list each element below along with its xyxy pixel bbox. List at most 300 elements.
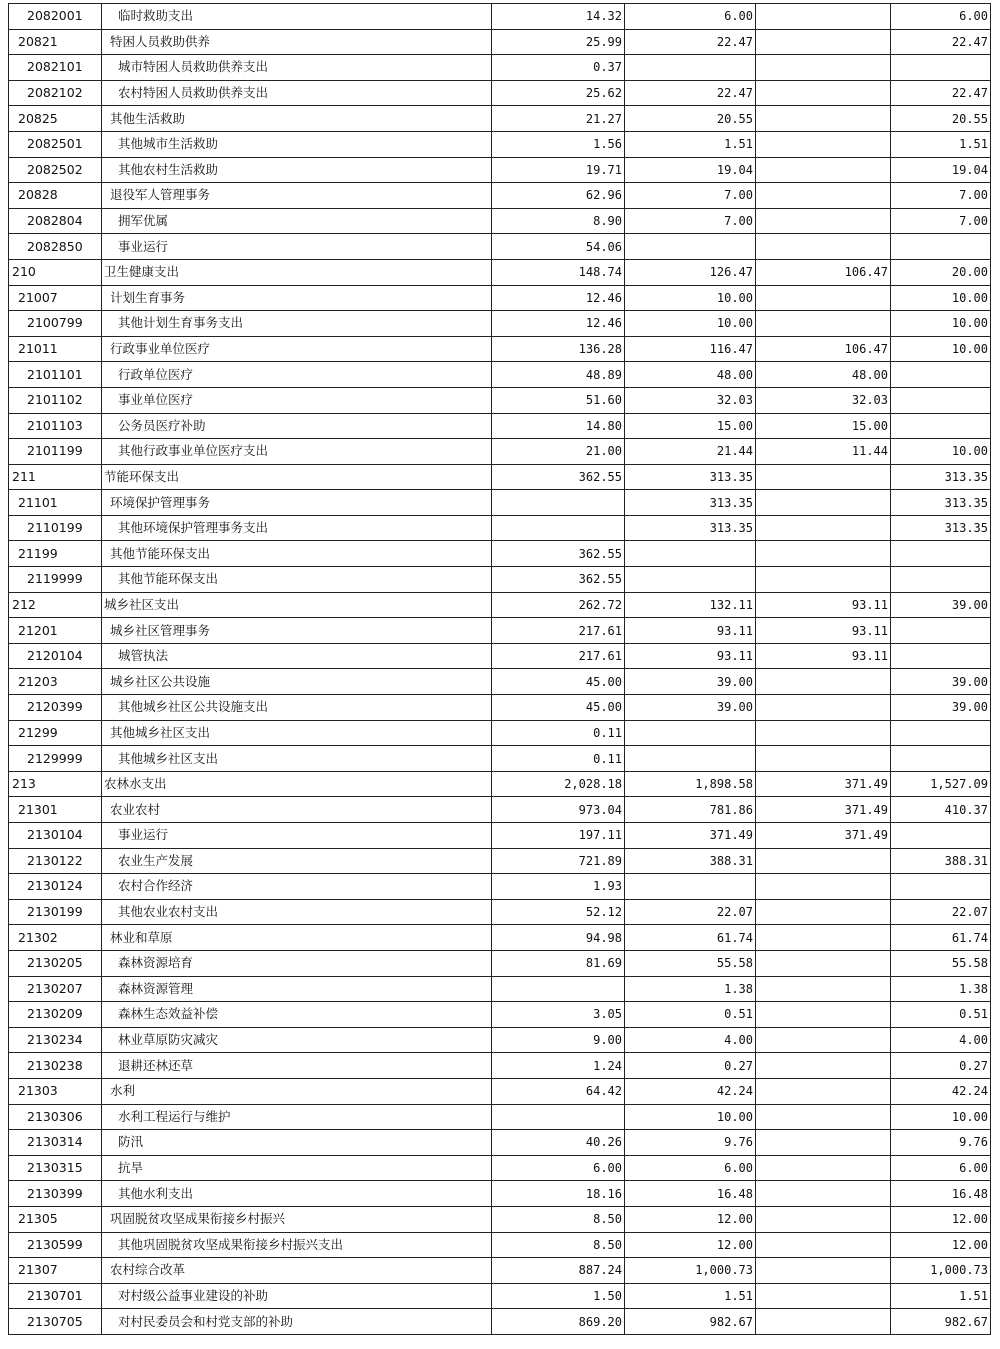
amount-col4-cell: 22.07 (891, 899, 991, 925)
amount-col3-cell (756, 1206, 891, 1232)
subject-code-cell: 2130207 (9, 976, 102, 1002)
amount-col4-cell: 7.00 (891, 183, 991, 209)
amount-col3-cell (756, 1258, 891, 1284)
amount-col4-cell: 12.00 (891, 1206, 991, 1232)
amount-col2-cell: 7.00 (625, 183, 756, 209)
amount-col4-cell: 22.47 (891, 29, 991, 55)
amount-col2-cell: 10.00 (625, 285, 756, 311)
subject-name-cell: 其他行政事业单位医疗支出 (102, 439, 492, 465)
amount-col3-cell (756, 29, 891, 55)
subject-code-cell: 21305 (9, 1206, 102, 1232)
amount-col2-cell: 55.58 (625, 950, 756, 976)
amount-col3-cell (756, 1130, 891, 1156)
subject-name-cell: 森林资源管理 (102, 976, 492, 1002)
subject-code-cell: 2130199 (9, 899, 102, 925)
amount-col4-cell: 39.00 (891, 592, 991, 618)
table-row (9, 874, 991, 900)
subject-code-cell: 2101101 (9, 362, 102, 388)
table-row (9, 4, 991, 30)
amount-col1-cell: 12.46 (492, 311, 625, 337)
amount-col4-cell: 55.58 (891, 950, 991, 976)
amount-col4-cell (891, 387, 991, 413)
subject-name-cell: 其他节能环保支出 (102, 541, 492, 567)
amount-col1-cell: 25.62 (492, 80, 625, 106)
amount-col2-cell: 313.35 (625, 464, 756, 490)
amount-col4-cell: 12.00 (891, 1232, 991, 1258)
amount-col3-cell (756, 567, 891, 593)
subject-code-cell: 213 (9, 771, 102, 797)
subject-code-cell: 2130234 (9, 1027, 102, 1053)
amount-col2-cell: 48.00 (625, 362, 756, 388)
subject-code-cell: 2130306 (9, 1104, 102, 1130)
subject-code-cell: 2110199 (9, 515, 102, 541)
table-row (9, 950, 991, 976)
amount-col1-cell: 262.72 (492, 592, 625, 618)
subject-code-cell: 2130209 (9, 1002, 102, 1028)
amount-col1-cell: 0.11 (492, 720, 625, 746)
amount-col2-cell: 10.00 (625, 1104, 756, 1130)
subject-name-cell: 林业草原防灾减灾 (102, 1027, 492, 1053)
subject-code-cell: 2101102 (9, 387, 102, 413)
subject-code-cell: 2130701 (9, 1283, 102, 1309)
amount-col4-cell: 10.00 (891, 285, 991, 311)
amount-col2-cell: 4.00 (625, 1027, 756, 1053)
table-row (9, 387, 991, 413)
subject-code-cell: 21299 (9, 720, 102, 746)
table-row (9, 311, 991, 337)
subject-name-cell: 水利工程运行与维护 (102, 1104, 492, 1130)
amount-col2-cell: 32.03 (625, 387, 756, 413)
subject-code-cell: 2129999 (9, 746, 102, 772)
subject-name-cell: 其他环境保护管理事务支出 (102, 515, 492, 541)
subject-code-cell: 2082804 (9, 208, 102, 234)
amount-col1-cell: 18.16 (492, 1181, 625, 1207)
amount-col3-cell (756, 976, 891, 1002)
amount-col4-cell: 982.67 (891, 1309, 991, 1335)
amount-col1-cell: 48.89 (492, 362, 625, 388)
table-row (9, 362, 991, 388)
amount-col1-cell: 45.00 (492, 669, 625, 695)
amount-col4-cell (891, 720, 991, 746)
subject-name-cell: 其他城市生活救助 (102, 131, 492, 157)
amount-col1-cell (492, 515, 625, 541)
subject-code-cell: 211 (9, 464, 102, 490)
subject-name-cell: 行政单位医疗 (102, 362, 492, 388)
amount-col2-cell: 22.47 (625, 29, 756, 55)
amount-col1-cell: 0.11 (492, 746, 625, 772)
amount-col2-cell: 20.55 (625, 106, 756, 132)
table-row (9, 413, 991, 439)
amount-col3-cell (756, 874, 891, 900)
table-row (9, 1104, 991, 1130)
amount-col4-cell: 1.38 (891, 976, 991, 1002)
subject-code-cell: 2100799 (9, 311, 102, 337)
amount-col3-cell (756, 183, 891, 209)
amount-col1-cell: 217.61 (492, 643, 625, 669)
amount-col3-cell (756, 208, 891, 234)
amount-col2-cell: 15.00 (625, 413, 756, 439)
amount-col3-cell (756, 1104, 891, 1130)
subject-name-cell: 公务员医疗补助 (102, 413, 492, 439)
amount-col3-cell (756, 1053, 891, 1079)
amount-col1-cell: 362.55 (492, 567, 625, 593)
subject-code-cell: 21307 (9, 1258, 102, 1284)
amount-col2-cell: 39.00 (625, 669, 756, 695)
amount-col4-cell: 313.35 (891, 464, 991, 490)
budget-expenditure-table (8, 3, 991, 1335)
amount-col4-cell: 10.00 (891, 1104, 991, 1130)
subject-name-cell: 其他农村生活救助 (102, 157, 492, 183)
amount-col2-cell (625, 746, 756, 772)
amount-col1-cell: 197.11 (492, 823, 625, 849)
subject-name-cell: 城市特困人员救助供养支出 (102, 55, 492, 81)
subject-name-cell: 特困人员救助供养 (102, 29, 492, 55)
amount-col4-cell: 19.04 (891, 157, 991, 183)
amount-col1-cell: 6.00 (492, 1155, 625, 1181)
amount-col3-cell: 371.49 (756, 797, 891, 823)
amount-col3-cell (756, 464, 891, 490)
amount-col4-cell: 410.37 (891, 797, 991, 823)
amount-col4-cell: 1,000.73 (891, 1258, 991, 1284)
subject-code-cell: 2101103 (9, 413, 102, 439)
amount-col1-cell: 25.99 (492, 29, 625, 55)
subject-name-cell: 对村民委员会和村党支部的补助 (102, 1309, 492, 1335)
subject-code-cell: 2082101 (9, 55, 102, 81)
subject-code-cell: 2130124 (9, 874, 102, 900)
amount-col2-cell: 371.49 (625, 823, 756, 849)
subject-name-cell: 其他水利支出 (102, 1181, 492, 1207)
amount-col2-cell: 0.51 (625, 1002, 756, 1028)
subject-code-cell: 2130599 (9, 1232, 102, 1258)
amount-col2-cell: 12.00 (625, 1206, 756, 1232)
amount-col2-cell: 21.44 (625, 439, 756, 465)
amount-col3-cell (756, 925, 891, 951)
table-row (9, 285, 991, 311)
amount-col4-cell (891, 823, 991, 849)
amount-col4-cell: 22.47 (891, 80, 991, 106)
table-row (9, 899, 991, 925)
amount-col3-cell (756, 1232, 891, 1258)
amount-col2-cell: 93.11 (625, 618, 756, 644)
subject-name-cell: 城管执法 (102, 643, 492, 669)
amount-col3-cell (756, 285, 891, 311)
amount-col2-cell: 313.35 (625, 490, 756, 516)
subject-code-cell: 2130122 (9, 848, 102, 874)
amount-col3-cell (756, 55, 891, 81)
subject-code-cell: 20821 (9, 29, 102, 55)
amount-col4-cell: 9.76 (891, 1130, 991, 1156)
subject-code-cell: 2082501 (9, 131, 102, 157)
subject-name-cell: 森林资源培育 (102, 950, 492, 976)
amount-col2-cell: 126.47 (625, 259, 756, 285)
amount-col2-cell: 19.04 (625, 157, 756, 183)
subject-name-cell: 水利 (102, 1078, 492, 1104)
amount-col1-cell: 9.00 (492, 1027, 625, 1053)
subject-name-cell: 其他计划生育事务支出 (102, 311, 492, 337)
amount-col1-cell: 8.50 (492, 1232, 625, 1258)
subject-code-cell: 20828 (9, 183, 102, 209)
amount-col2-cell: 6.00 (625, 1155, 756, 1181)
subject-name-cell: 其他城乡社区支出 (102, 720, 492, 746)
subject-code-cell: 21201 (9, 618, 102, 644)
subject-name-cell: 防汛 (102, 1130, 492, 1156)
amount-col2-cell: 22.07 (625, 899, 756, 925)
amount-col1-cell: 14.80 (492, 413, 625, 439)
amount-col1-cell: 14.32 (492, 4, 625, 30)
subject-name-cell: 城乡社区公共设施 (102, 669, 492, 695)
amount-col4-cell (891, 413, 991, 439)
subject-code-cell: 21101 (9, 490, 102, 516)
subject-name-cell: 农村综合改革 (102, 1258, 492, 1284)
amount-col1-cell: 1.50 (492, 1283, 625, 1309)
amount-col1-cell: 1.93 (492, 874, 625, 900)
subject-code-cell: 2082502 (9, 157, 102, 183)
subject-code-cell: 21203 (9, 669, 102, 695)
table-row (9, 925, 991, 951)
amount-col2-cell: 388.31 (625, 848, 756, 874)
amount-col3-cell (756, 234, 891, 260)
amount-col2-cell: 93.11 (625, 643, 756, 669)
subject-name-cell: 农村特困人员救助供养支出 (102, 80, 492, 106)
subject-name-cell: 农业农村 (102, 797, 492, 823)
amount-col4-cell (891, 362, 991, 388)
table-row (9, 1155, 991, 1181)
amount-col2-cell (625, 720, 756, 746)
subject-code-cell: 2130314 (9, 1130, 102, 1156)
amount-col3-cell (756, 1155, 891, 1181)
subject-name-cell: 农业生产发展 (102, 848, 492, 874)
subject-name-cell: 拥军优属 (102, 208, 492, 234)
subject-name-cell: 抗旱 (102, 1155, 492, 1181)
amount-col4-cell: 313.35 (891, 515, 991, 541)
amount-col4-cell: 61.74 (891, 925, 991, 951)
amount-col1-cell: 1.24 (492, 1053, 625, 1079)
subject-code-cell: 2082001 (9, 4, 102, 30)
amount-col2-cell: 132.11 (625, 592, 756, 618)
amount-col3-cell (756, 746, 891, 772)
amount-col3-cell (756, 1309, 891, 1335)
amount-col3-cell (756, 950, 891, 976)
table-row (9, 771, 991, 797)
amount-col3-cell: 93.11 (756, 643, 891, 669)
amount-col1-cell (492, 490, 625, 516)
subject-code-cell: 2101199 (9, 439, 102, 465)
amount-col3-cell: 48.00 (756, 362, 891, 388)
subject-code-cell: 2130104 (9, 823, 102, 849)
table-row (9, 1002, 991, 1028)
table-row (9, 618, 991, 644)
amount-col2-cell: 1.38 (625, 976, 756, 1002)
subject-name-cell: 临时救助支出 (102, 4, 492, 30)
amount-col3-cell (756, 1283, 891, 1309)
table-row (9, 157, 991, 183)
table-row (9, 695, 991, 721)
table-row (9, 1053, 991, 1079)
amount-col2-cell: 42.24 (625, 1078, 756, 1104)
table-row (9, 976, 991, 1002)
amount-col4-cell: 1.51 (891, 1283, 991, 1309)
amount-col1-cell: 64.42 (492, 1078, 625, 1104)
amount-col2-cell: 781.86 (625, 797, 756, 823)
amount-col3-cell (756, 157, 891, 183)
subject-name-cell: 其他城乡社区支出 (102, 746, 492, 772)
table-row (9, 439, 991, 465)
amount-col3-cell (756, 80, 891, 106)
amount-col1-cell: 94.98 (492, 925, 625, 951)
amount-col3-cell (756, 541, 891, 567)
subject-name-cell: 农林水支出 (102, 771, 492, 797)
amount-col4-cell (891, 874, 991, 900)
amount-col2-cell: 6.00 (625, 4, 756, 30)
amount-col1-cell: 2,028.18 (492, 771, 625, 797)
table-row (9, 464, 991, 490)
subject-name-cell: 退役军人管理事务 (102, 183, 492, 209)
subject-name-cell: 其他农业农村支出 (102, 899, 492, 925)
amount-col2-cell: 1.51 (625, 131, 756, 157)
subject-code-cell: 2082102 (9, 80, 102, 106)
amount-col2-cell: 7.00 (625, 208, 756, 234)
amount-col4-cell: 6.00 (891, 4, 991, 30)
amount-col3-cell: 93.11 (756, 592, 891, 618)
amount-col4-cell: 4.00 (891, 1027, 991, 1053)
amount-col2-cell: 313.35 (625, 515, 756, 541)
amount-col1-cell: 721.89 (492, 848, 625, 874)
table-row (9, 259, 991, 285)
table-row (9, 80, 991, 106)
table-row (9, 541, 991, 567)
amount-col1-cell: 54.06 (492, 234, 625, 260)
table-row (9, 1258, 991, 1284)
subject-code-cell: 2130705 (9, 1309, 102, 1335)
subject-code-cell: 21302 (9, 925, 102, 951)
amount-col3-cell: 15.00 (756, 413, 891, 439)
amount-col1-cell: 1.56 (492, 131, 625, 157)
amount-col3-cell (756, 4, 891, 30)
amount-col3-cell (756, 720, 891, 746)
table-row (9, 208, 991, 234)
table-row (9, 746, 991, 772)
subject-code-cell: 21303 (9, 1078, 102, 1104)
amount-col1-cell: 0.37 (492, 55, 625, 81)
amount-col1-cell: 21.00 (492, 439, 625, 465)
amount-col4-cell (891, 746, 991, 772)
amount-col1-cell: 40.26 (492, 1130, 625, 1156)
amount-col3-cell (756, 1027, 891, 1053)
amount-col4-cell: 16.48 (891, 1181, 991, 1207)
amount-col3-cell: 32.03 (756, 387, 891, 413)
table-row (9, 1027, 991, 1053)
amount-col2-cell (625, 541, 756, 567)
subject-code-cell: 2120104 (9, 643, 102, 669)
amount-col1-cell (492, 1104, 625, 1130)
amount-col3-cell (756, 515, 891, 541)
amount-col3-cell: 106.47 (756, 336, 891, 362)
subject-code-cell: 2130399 (9, 1181, 102, 1207)
table-row (9, 1283, 991, 1309)
amount-col2-cell: 16.48 (625, 1181, 756, 1207)
subject-name-cell: 事业运行 (102, 823, 492, 849)
table-row (9, 592, 991, 618)
amount-col4-cell: 388.31 (891, 848, 991, 874)
amount-col2-cell: 39.00 (625, 695, 756, 721)
amount-col2-cell (625, 55, 756, 81)
amount-col3-cell (756, 848, 891, 874)
subject-code-cell: 2120399 (9, 695, 102, 721)
table-row (9, 515, 991, 541)
subject-name-cell: 对村级公益事业建设的补助 (102, 1283, 492, 1309)
amount-col4-cell: 42.24 (891, 1078, 991, 1104)
amount-col4-cell: 39.00 (891, 695, 991, 721)
amount-col3-cell (756, 1181, 891, 1207)
subject-code-cell: 2130315 (9, 1155, 102, 1181)
amount-col2-cell: 1,000.73 (625, 1258, 756, 1284)
subject-code-cell: 212 (9, 592, 102, 618)
amount-col4-cell (891, 541, 991, 567)
table-body (9, 4, 991, 1335)
subject-code-cell: 2082850 (9, 234, 102, 260)
table-row (9, 183, 991, 209)
amount-col4-cell: 313.35 (891, 490, 991, 516)
subject-code-cell: 21011 (9, 336, 102, 362)
subject-name-cell: 退耕还林还草 (102, 1053, 492, 1079)
subject-name-cell: 森林生态效益补偿 (102, 1002, 492, 1028)
subject-code-cell: 2119999 (9, 567, 102, 593)
amount-col4-cell: 6.00 (891, 1155, 991, 1181)
subject-name-cell: 节能环保支出 (102, 464, 492, 490)
table-row (9, 1206, 991, 1232)
subject-name-cell: 事业运行 (102, 234, 492, 260)
amount-col3-cell (756, 695, 891, 721)
amount-col4-cell (891, 618, 991, 644)
amount-col1-cell: 362.55 (492, 464, 625, 490)
amount-col3-cell (756, 1002, 891, 1028)
amount-col3-cell (756, 106, 891, 132)
amount-col1-cell: 148.74 (492, 259, 625, 285)
subject-name-cell: 其他巩固脱贫攻坚成果衔接乡村振兴支出 (102, 1232, 492, 1258)
amount-col3-cell (756, 1078, 891, 1104)
table-row (9, 55, 991, 81)
amount-col1-cell: 8.50 (492, 1206, 625, 1232)
amount-col4-cell: 0.51 (891, 1002, 991, 1028)
table-row (9, 131, 991, 157)
amount-col1-cell: 51.60 (492, 387, 625, 413)
amount-col1-cell: 362.55 (492, 541, 625, 567)
subject-name-cell: 事业单位医疗 (102, 387, 492, 413)
table-row (9, 669, 991, 695)
subject-code-cell: 2130238 (9, 1053, 102, 1079)
subject-name-cell: 计划生育事务 (102, 285, 492, 311)
table-row (9, 1309, 991, 1335)
amount-col2-cell (625, 234, 756, 260)
amount-col2-cell: 22.47 (625, 80, 756, 106)
table-row (9, 1078, 991, 1104)
amount-col1-cell: 81.69 (492, 950, 625, 976)
subject-code-cell: 2130205 (9, 950, 102, 976)
amount-col3-cell: 371.49 (756, 823, 891, 849)
amount-col2-cell: 12.00 (625, 1232, 756, 1258)
amount-col4-cell (891, 643, 991, 669)
amount-col2-cell: 116.47 (625, 336, 756, 362)
subject-name-cell: 农村合作经济 (102, 874, 492, 900)
amount-col3-cell (756, 490, 891, 516)
amount-col3-cell (756, 899, 891, 925)
subject-name-cell: 城乡社区管理事务 (102, 618, 492, 644)
amount-col3-cell: 106.47 (756, 259, 891, 285)
amount-col4-cell (891, 234, 991, 260)
table-row (9, 848, 991, 874)
amount-col1-cell: 21.27 (492, 106, 625, 132)
amount-col1-cell: 52.12 (492, 899, 625, 925)
